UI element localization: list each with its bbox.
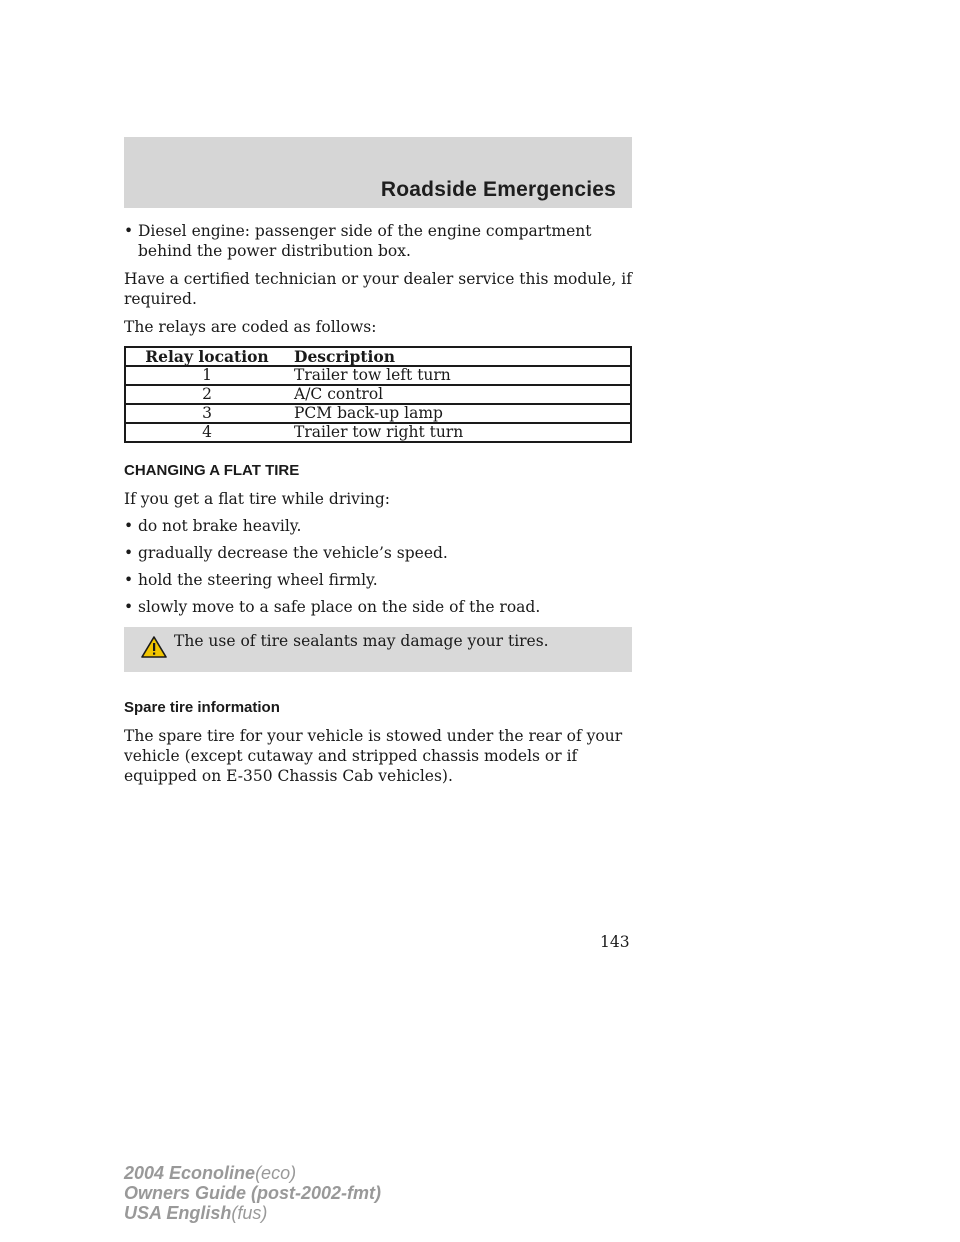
header-band [124,137,632,208]
paragraph: Have a certified technician or your dealer service this module, if required. [124,270,632,308]
bullet-icon: • [124,222,134,240]
list-item [124,221,632,261]
warning-triangle-icon [141,635,167,659]
table-cell: PCM back-up lamp [288,404,631,423]
warning-text: The use of tire sealants may damage your tires. [174,632,549,650]
paragraph: The spare tire for your vehicle is stowed under the rear of your vehicle (except cutaway and stripped chassis models or if equipped on E-350 Chassis Cab vehicles). [124,727,623,785]
footer-code: (eco) [255,1163,297,1183]
footer-line [124,1203,381,1223]
footer-guide: Owners Guide (post-2002-fmt) [124,1183,382,1203]
table-cell: Trailer tow right turn [288,423,631,442]
list-item-text: hold the steering wheel firmly. [138,571,378,589]
list-item [124,543,632,563]
list-item-text: slowly move to a safe place on the side of the road. [138,598,541,616]
column-header: Relay location [125,347,288,366]
bullet-icon: • [124,571,134,589]
table-cell: A/C control [288,385,631,404]
table-header-row [125,347,631,366]
relay-table [124,346,632,443]
footer-line [124,1183,381,1203]
footer-language-code: (fus) [231,1203,268,1223]
section-heading: Spare tire information [124,699,280,716]
list-item [124,570,632,590]
list-item-text: gradually decrease the vehicle’s speed. [138,544,448,562]
table-row [125,404,631,423]
footer-language: USA English [124,1203,232,1223]
footer-line [124,1163,381,1183]
list-item-text: do not brake heavily. [138,517,302,535]
paragraph: If you get a flat tire while driving: [124,490,391,508]
bullet-icon: • [124,517,134,535]
table-cell: 3 [125,404,288,423]
table-cell: 4 [125,423,288,442]
bullet-icon: • [124,544,134,562]
table-cell: Trailer tow left turn [288,366,631,385]
table-row [125,366,631,385]
footer [124,1163,381,1223]
bullet-icon: • [124,598,134,616]
section-heading: CHANGING A FLAT TIRE [124,462,300,479]
footer-title: 2004 Econoline [124,1163,256,1183]
paragraph: The relays are coded as follows: [124,318,377,336]
page-number: 143 [600,933,630,951]
page-title: Roadside Emergencies [380,178,616,201]
table-row [125,423,631,442]
list-item [124,597,632,617]
warning-box [124,627,632,672]
column-header: Description [288,347,631,366]
list-item [124,516,632,536]
table-row [125,385,631,404]
table-cell: 1 [125,366,288,385]
bullet-text: Diesel engine: passenger side of the engine compartment behind the power distribution box. [138,222,592,260]
table-cell: 2 [125,385,288,404]
page-content [124,221,632,786]
